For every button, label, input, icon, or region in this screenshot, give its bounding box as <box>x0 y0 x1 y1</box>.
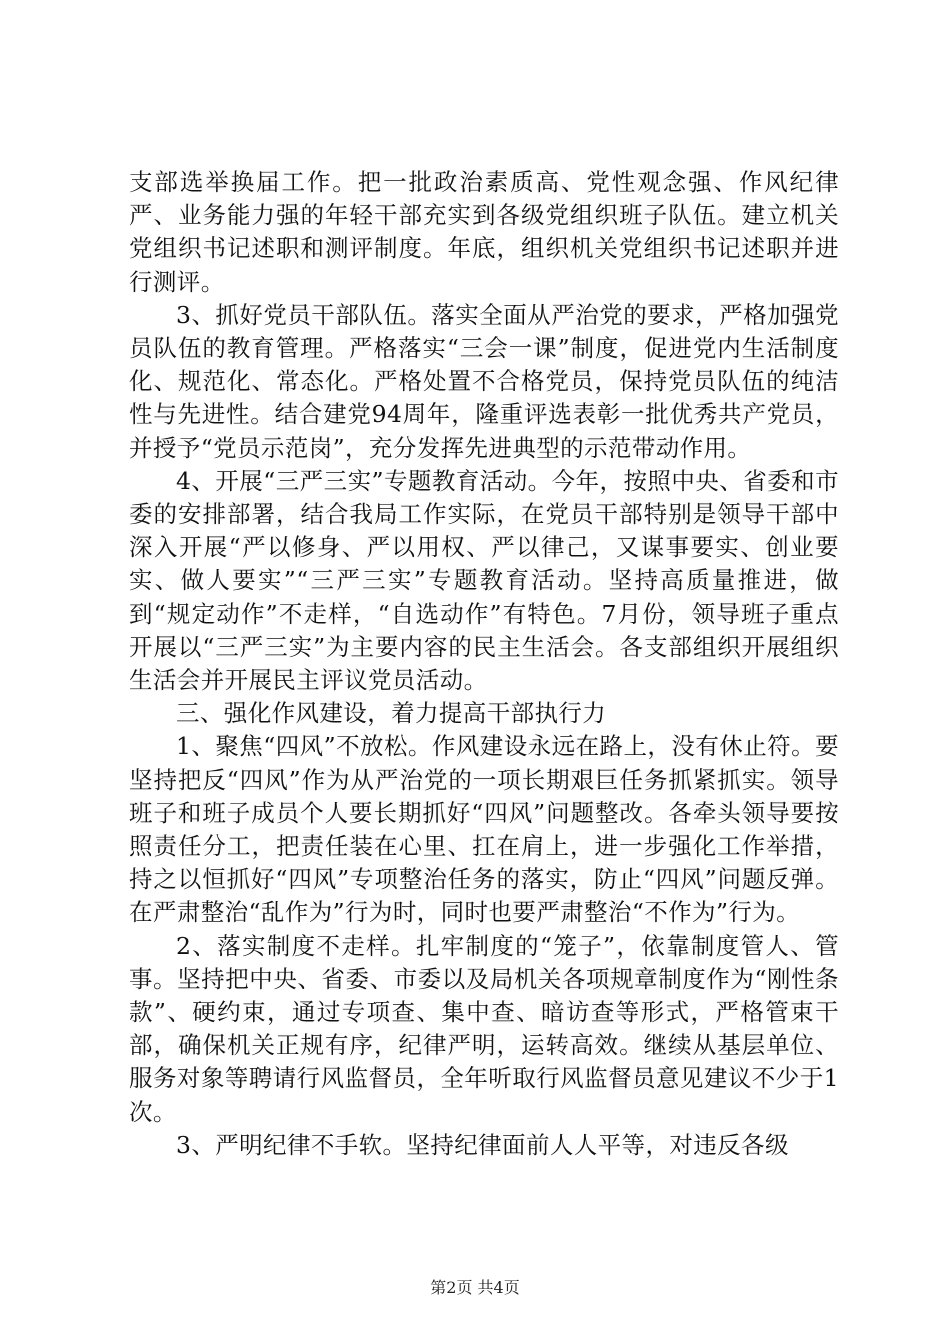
page-footer: 第2页 共4页 <box>430 1278 520 1297</box>
paragraph-three-strict: 4、开展“三严三实”专题教育活动。今年，按照中央、省委和市委的安排部署，结合我局工作实际，在党员干部特别是领导干部中深入开展“严以修身、严以用权、严以律己，又谋事要实、创业要实、做人要实”“三严三实”专题教育活动。坚持高质量推进，做到“规定动作”不走样，“自选动作”有特色。7月份，领导班子重点开展以“三严三实”为主要内容的民主生活会。各支部组织开展组织生活会并开展民主评议党员活动。 <box>129 466 839 695</box>
paragraph-discipline: 3、严明纪律不手软。坚持纪律面前人人平等，对违反各级 <box>176 1130 789 1159</box>
paragraph-four-winds: 1、聚焦“四风”不放松。作风建设永远在路上，没有休止符。要坚持把反“四风”作为从严治党的一项长期艰巨任务抓紧抓实。领导班子和班子成员个人要长期抓好“四风”问题整改。各牵头领导要按照责任分工，把责任装在心里、扛在肩上，进一步强化工作举措，持之以恒抓好“四风”专项整治任务的落实，防止“四风”问题反弹。在严肃整治“乱作为”行为时，同时也要严肃整治“不作为”行为。 <box>129 732 839 927</box>
paragraph-continued: 支部选举换届工作。把一批政治素质高、党性观念强、作风纪律严、业务能力强的年轻干部充实到各级党组织班子队伍。建立机关党组织书记述职和测评制度。年底，组织机关党组织书记述职并进行测评。 <box>129 168 839 296</box>
paragraph-regulations: 2、落实制度不走样。扎牢制度的“笼子”，依靠制度管人、管事。坚持把中央、省委、市委以及局机关各项规章制度作为“刚性条款”、硬约束，通过专项查、集中查、暗访查等形式，严格管束干部，确保机关正规有序，纪律严明，运转高效。继续从基层单位、服务对象等聘请行风监督员，全年听取行风监督员意见建议不少于1次。 <box>129 931 839 1126</box>
paragraph-party-team: 3、抓好党员干部队伍。落实全面从严治党的要求，严格加强党员队伍的教育管理。严格落实“三会一课”制度，促进党内生活制度化、规范化、常态化。严格处置不合格党员，保持党员队伍的纯洁性与先进性。结合建党94周年，隆重评选表彰一批优秀共产党员，并授予“党员示范岗”，充分发挥先进典型的示范带动作用。 <box>129 300 839 462</box>
document-body <box>129 166 839 1162</box>
section-heading-work-style: 三、强化作风建设，着力提高干部执行力 <box>176 699 607 728</box>
